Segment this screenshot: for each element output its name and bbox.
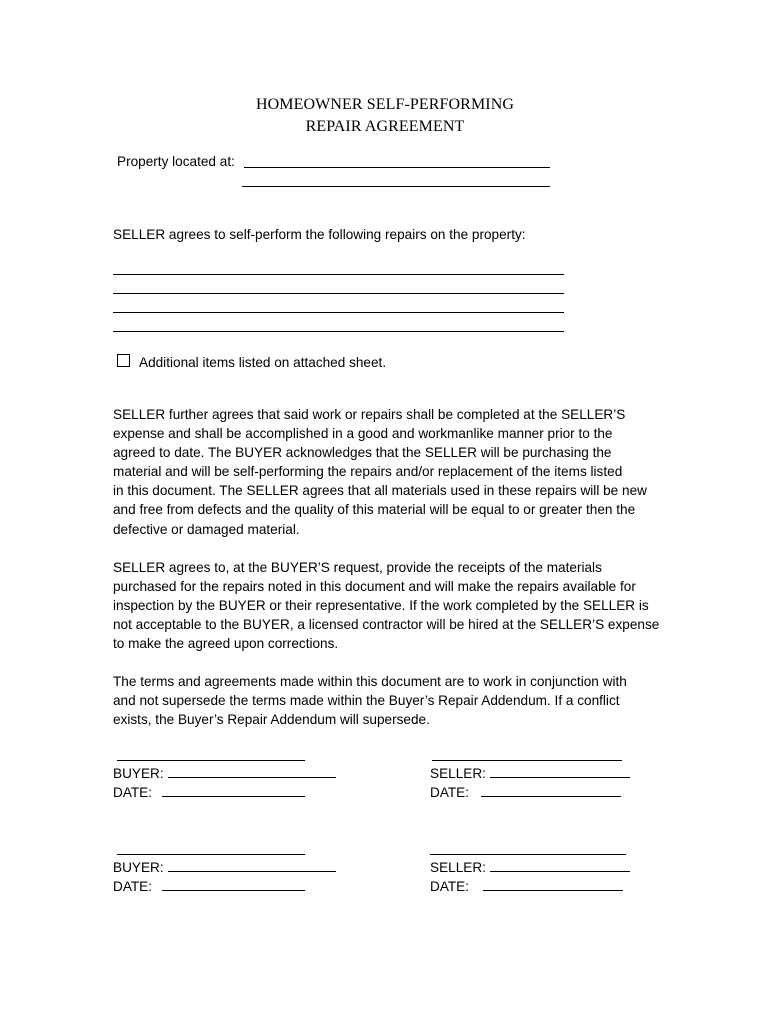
date-label: DATE: xyxy=(430,785,470,800)
paragraph-line: expense and shall be accomplished in a good and workmanlike manner prior to the xyxy=(113,426,613,442)
seller-date-field-1 xyxy=(430,783,621,802)
buyer-name-line-2[interactable] xyxy=(168,859,336,872)
paragraph-line: SELLER agrees to, at the BUYER’S request, provide the receipts of the materials xyxy=(113,560,602,575)
paragraph-line: material and will be self-performing the repairs and/or replacement of the items listed xyxy=(113,464,623,480)
document-title-line1: HOMEOWNER SELF-PERFORMING xyxy=(255,96,515,113)
paragraph-line: not acceptable to the BUYER, a licensed contractor will be hired at the SELLER’S expense xyxy=(113,617,660,633)
seller-signature-line-2[interactable] xyxy=(430,854,626,855)
property-address-line-1[interactable] xyxy=(244,167,550,168)
seller-date-line-2[interactable] xyxy=(483,878,623,891)
buyer-field-1 xyxy=(113,764,336,783)
seller-field-2 xyxy=(430,858,630,877)
paragraph-work-completion xyxy=(113,405,663,539)
seller-name-line-1[interactable] xyxy=(490,765,630,778)
date-label: DATE: xyxy=(113,785,153,800)
paragraph-line: inspection by the BUYER or their representative. If the work completed by the SELLER is xyxy=(113,598,649,614)
paragraph-line: in this document. The SELLER agrees that all materials used in these repairs will be new xyxy=(113,483,647,499)
additional-items-checkbox[interactable] xyxy=(117,354,130,367)
paragraph-line: to make the agreed upon corrections. xyxy=(113,636,339,652)
date-label: DATE: xyxy=(430,879,470,894)
buyer-signature-line-2[interactable] xyxy=(117,854,305,855)
paragraph-line: agreed to date. The BUYER acknowledges that the SELLER will be purchasing the xyxy=(113,445,612,461)
paragraph-line: purchased for the repairs noted in this document and will make the repairs available for xyxy=(113,579,636,595)
document-title-line2: REPAIR AGREEMENT xyxy=(305,118,465,135)
seller-field-1 xyxy=(430,764,630,783)
seller-signature-line-1[interactable] xyxy=(432,760,622,761)
seller-date-line-1[interactable] xyxy=(481,784,621,797)
repair-line-3[interactable] xyxy=(113,312,564,313)
paragraph-line: defective or damaged material. xyxy=(113,521,300,537)
buyer-date-line-1[interactable] xyxy=(162,784,305,797)
seller-label: SELLER: xyxy=(430,860,486,875)
additional-items-label: Additional items listed on attached sheet. xyxy=(139,355,387,370)
repair-line-2[interactable] xyxy=(113,293,564,294)
repairs-intro-text: SELLER agrees to self-perform the following repairs on the property: xyxy=(113,227,526,242)
paragraph-line: The terms and agreements made within this document are to work in conjunction with xyxy=(113,674,627,689)
buyer-date-field-2 xyxy=(113,877,305,896)
buyer-field-2 xyxy=(113,858,336,877)
paragraph-line: and free from defects and the quality of this material will be equal to or greater then the xyxy=(113,502,636,518)
buyer-signature-line-1[interactable] xyxy=(117,760,305,761)
buyer-date-line-2[interactable] xyxy=(162,878,305,891)
buyer-name-line-1[interactable] xyxy=(168,765,336,778)
seller-name-line-2[interactable] xyxy=(490,859,630,872)
paragraph-terms xyxy=(113,672,663,729)
paragraph-line: exists, the Buyer’s Repair Addendum will supersede. xyxy=(113,712,430,728)
seller-date-field-2 xyxy=(430,877,623,896)
paragraph-receipts xyxy=(113,558,663,653)
date-label: DATE: xyxy=(113,879,153,894)
paragraph-line: and not supersede the terms made within the Buyer’s Repair Addendum. If a conflict xyxy=(113,693,620,709)
seller-label: SELLER: xyxy=(430,766,486,781)
property-label: Property located at: xyxy=(117,154,235,169)
paragraph-line: SELLER further agrees that said work or repairs shall be completed at the SELLER’S xyxy=(113,407,626,422)
buyer-label: BUYER: xyxy=(113,860,164,875)
repair-line-1[interactable] xyxy=(113,274,564,275)
buyer-label: BUYER: xyxy=(113,766,164,781)
property-address-line-2[interactable] xyxy=(242,186,550,187)
buyer-date-field-1 xyxy=(113,783,305,802)
repair-line-4[interactable] xyxy=(113,331,564,332)
